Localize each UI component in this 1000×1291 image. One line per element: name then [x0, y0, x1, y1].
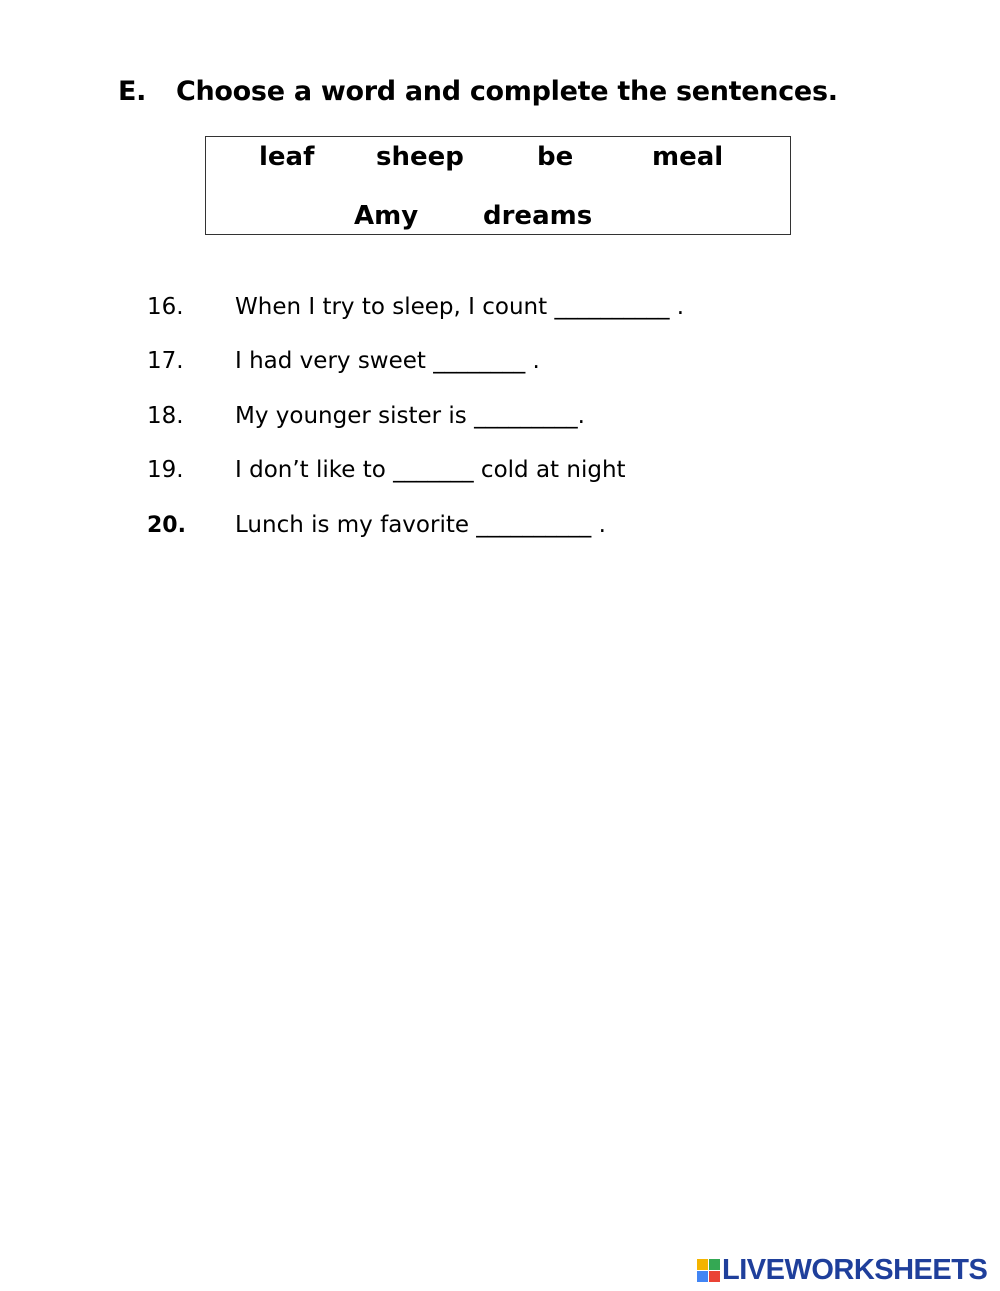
word-bank-item: sheep — [376, 142, 464, 172]
question-number: 20. — [147, 513, 186, 538]
logo-text: LIVEWORKSHEETS — [722, 1253, 988, 1286]
question-number: 18. — [147, 403, 184, 429]
section-letter: E. — [118, 76, 147, 107]
question-number: 16. — [147, 294, 184, 320]
logo-blocks-icon — [697, 1259, 720, 1282]
liveworksheets-logo[interactable] — [697, 1255, 987, 1285]
word-bank-item: Amy — [354, 201, 419, 231]
word-bank-item: be — [537, 142, 574, 172]
question-text: Lunch is my favorite __________ . — [235, 512, 606, 538]
question-item — [147, 457, 626, 483]
section-heading — [118, 76, 838, 107]
question-number: 19. — [147, 457, 184, 483]
question-item — [147, 294, 684, 320]
word-bank-item: dreams — [483, 201, 593, 231]
section-instruction: Choose a word and complete the sentences. — [176, 76, 838, 107]
word-bank — [205, 136, 791, 235]
question-text: When I try to sleep, I count __________ . — [235, 294, 685, 320]
question-item — [147, 348, 540, 374]
question-text: I don’t like to _______ cold at night — [235, 457, 626, 483]
question-text: I had very sweet ________ . — [235, 348, 540, 374]
question-item — [147, 512, 606, 538]
word-bank-item: meal — [652, 142, 724, 172]
question-text: My younger sister is _________. — [235, 403, 585, 429]
question-item — [147, 403, 585, 429]
question-number: 17. — [147, 348, 184, 374]
word-bank-item: leaf — [259, 142, 315, 172]
